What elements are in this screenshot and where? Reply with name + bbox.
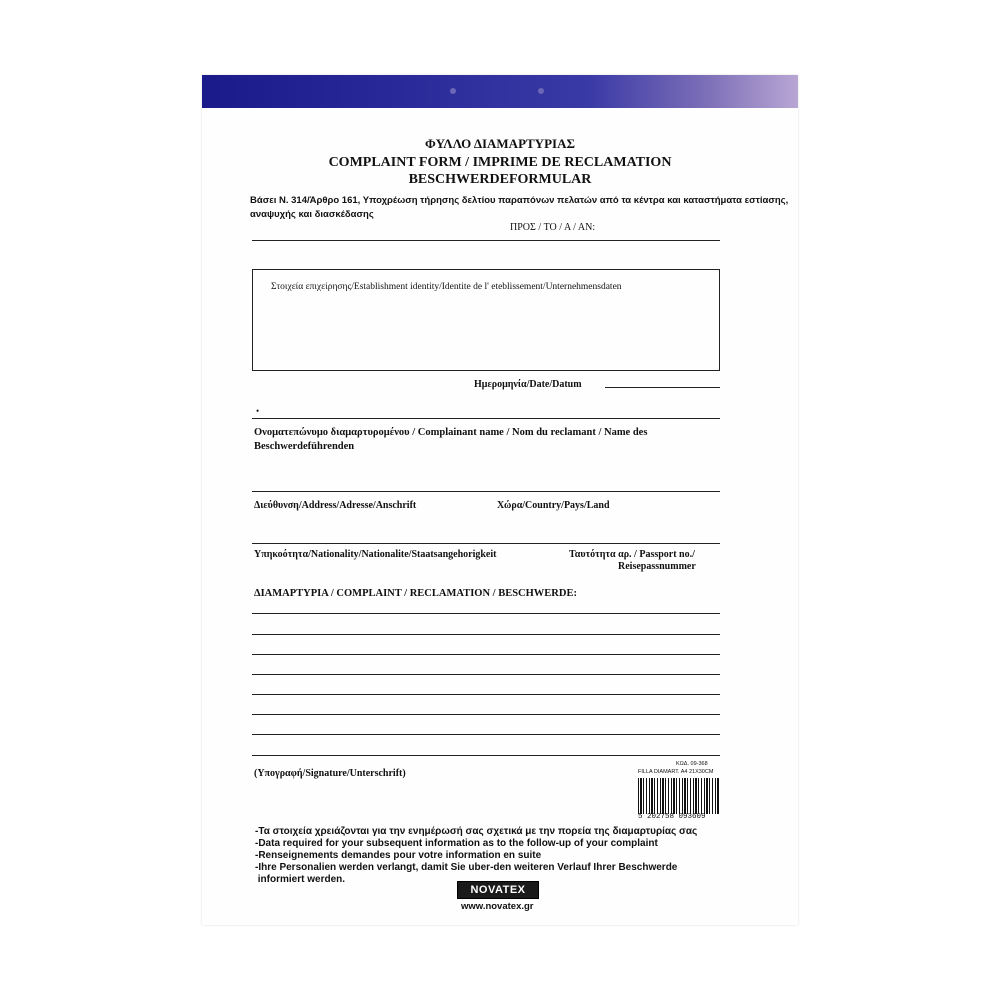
legal-note-line2: αναψυχής και διασκέδασης: [250, 209, 374, 220]
complainant-label-line1: Ονοματεπώνυμο διαμαρτυρομένου / Complainant name / Nom du reclamant / Name des: [254, 427, 648, 438]
address-line: [252, 491, 720, 492]
nationality-label: Υπηκοότητα/Nationality/Nationalite/Staatsangehorigkeit: [254, 549, 497, 560]
complaint-line: [252, 613, 720, 614]
date-line: [605, 387, 720, 388]
complaint-line: [252, 755, 720, 756]
logo-text: NOVATEX: [470, 884, 526, 896]
brand-website: www.novatex.gr: [461, 901, 534, 912]
complainant-label-line2: Beschwerdeführenden: [254, 441, 355, 452]
footer-note-german-line2: informiert werden.: [255, 874, 346, 885]
to-line: [252, 240, 720, 241]
binding-hole: [450, 88, 456, 94]
footer-note-french: -Renseignements demandes pour votre information en suite: [255, 850, 542, 861]
barcode: [638, 778, 720, 814]
signature-label: (Υπογραφή/Signature/Unterschrift): [254, 768, 406, 779]
establishment-label: Στοιχεία επιχείρησης/Establishment identity/Identite de l' eteblissement/Unternehmensdaten: [271, 282, 622, 292]
complaint-label: ΔΙΑΜΑΡΤΥΡΙΑ / COMPLAINT / RECLAMATION / BESCHWERDE:: [254, 588, 577, 599]
establishment-identity-box: [252, 269, 720, 371]
bullet-mark: •: [256, 406, 260, 416]
complaint-line: [252, 654, 720, 655]
complaint-line: [252, 714, 720, 715]
country-label: Χώρα/Country/Pays/Land: [497, 500, 610, 511]
product-code-line2: FILLA DIAMART. A4 21X30CM: [638, 769, 714, 775]
complaint-line: [252, 674, 720, 675]
form-title-german: BESCHWERDEFORMULAR: [408, 172, 592, 187]
product-code-line1: ΚΩΔ. 09-368: [676, 761, 708, 767]
barcode-number: 5 202758 093609: [638, 813, 706, 821]
novatex-logo: [457, 881, 539, 899]
nationality-line: [252, 543, 720, 544]
date-label: Ημερομηνία/Date/Datum: [474, 379, 582, 390]
passport-label-line1: Ταυτότητα αρ. / Passport no./: [569, 549, 695, 560]
footer-note-greek: -Τα στοιχεία χρειάζονται για την ενημέρωσή σας σχετικά με την πορεία της διαμαρτυρίας σας: [255, 826, 698, 837]
form-title-english-french: COMPLAINT FORM / IMPRIME DE RECLAMATION: [328, 155, 672, 170]
complaint-form-pad: [202, 75, 798, 925]
form-title-greek: ΦΥΛΛΟ ΔΙΑΜΑΡΤΥΡΙΑΣ: [425, 136, 575, 151]
passport-label-line2: Reisepassnummer: [618, 561, 696, 572]
complaint-line: [252, 694, 720, 695]
footer-note-german-line1: -Ihre Personalien werden verlangt, damit Sie uber-den weiteren Verlauf Ihrer Beschwerde: [255, 862, 678, 873]
footer-note-english: -Data required for your subsequent information as to the follow-up of your complaint: [255, 838, 658, 849]
to-label: ΠΡΟΣ / TO / A / AN:: [510, 222, 596, 233]
address-label: Διεύθυνση/Address/Adresse/Anschrift: [254, 500, 417, 511]
complaint-line: [252, 634, 720, 635]
legal-note-line1: Βάσει Ν. 314/Άρθρο 161, Υποχρέωση τήρησης δελτίου παραπόνων πελατών από τα κέντρα και καταστήματα εστίασης,: [250, 195, 789, 206]
binding-hole: [538, 88, 544, 94]
complaint-line: [252, 734, 720, 735]
complainant-line: [252, 418, 720, 419]
header-band: [202, 75, 798, 108]
